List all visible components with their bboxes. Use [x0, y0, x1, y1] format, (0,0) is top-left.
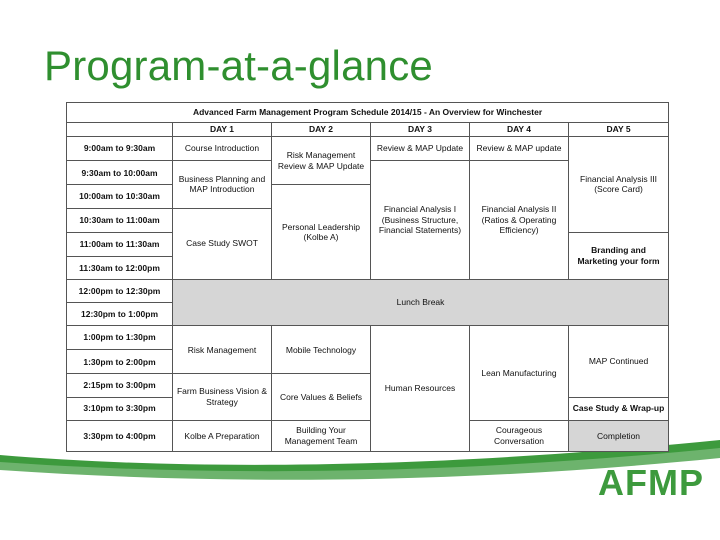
session-cell: Risk Management	[173, 326, 272, 374]
time-slot: 2:15pm to 3:00pm	[67, 374, 173, 397]
session-cell: MAP Continued	[569, 326, 669, 397]
time-slot: 1:30pm to 2:00pm	[67, 350, 173, 374]
session-cell: Financial Analysis II (Ratios & Operating Efficiency)	[470, 161, 569, 280]
day-header: DAY 5	[569, 123, 669, 137]
session-cell: Mobile Technology	[272, 326, 371, 374]
time-slot: 9:30am to 10:00am	[67, 161, 173, 185]
time-slot: 9:00am to 9:30am	[67, 137, 173, 161]
time-slot: 3:30pm to 4:00pm	[67, 420, 173, 451]
time-slot: 12:30pm to 1:00pm	[67, 303, 173, 326]
session-cell: Lean Manufacturing	[470, 326, 569, 421]
day-header: DAY 4	[470, 123, 569, 137]
session-cell: Building Your Management Team	[272, 420, 371, 451]
day-header: DAY 3	[371, 123, 470, 137]
session-cell: Human Resources	[371, 326, 470, 452]
session-cell: Kolbe A Preparation	[173, 420, 272, 451]
table-caption: Advanced Farm Management Program Schedule 2014/15 - An Overview for Winchester	[67, 103, 669, 123]
session-cell: Core Values & Beliefs	[272, 374, 371, 420]
time-slot: 11:30am to 12:00pm	[67, 256, 173, 279]
completion-cell: Completion	[569, 420, 669, 451]
session-cell: Review & MAP Update	[371, 137, 470, 161]
time-slot: 11:00am to 11:30am	[67, 232, 173, 256]
session-cell: Personal Leadership (Kolbe A)	[272, 185, 371, 280]
session-cell: Case Study & Wrap-up	[569, 397, 669, 420]
time-slot: 3:10pm to 3:30pm	[67, 397, 173, 420]
afmp-logo: AFMP	[598, 462, 704, 503]
time-slot: 1:00pm to 1:30pm	[67, 326, 173, 350]
time-header-empty	[67, 123, 173, 137]
schedule-table	[66, 102, 669, 452]
day-header: DAY 1	[173, 123, 272, 137]
day-header: DAY 2	[272, 123, 371, 137]
lunch-break-cell: Lunch Break	[173, 279, 669, 325]
session-cell: Farm Business Vision & Strategy	[173, 374, 272, 420]
session-cell: Risk Management Review & MAP Update	[272, 137, 371, 185]
session-cell: Business Planning and MAP Introduction	[173, 161, 272, 208]
time-slot: 12:00pm to 12:30pm	[67, 279, 173, 302]
session-cell: Review & MAP update	[470, 137, 569, 161]
time-slot: 10:30am to 11:00am	[67, 208, 173, 232]
session-cell: Branding and Marketing your form	[569, 232, 669, 279]
session-cell: Course Introduction	[173, 137, 272, 161]
time-slot: 10:00am to 10:30am	[67, 185, 173, 208]
session-cell: Case Study SWOT	[173, 208, 272, 279]
page-title: Program-at-a-glance	[44, 42, 433, 89]
session-cell: Courageous Conversation	[470, 420, 569, 451]
session-cell: Financial Analysis III (Score Card)	[569, 137, 669, 233]
session-cell: Financial Analysis I (Business Structure, Financial Statements)	[371, 161, 470, 280]
